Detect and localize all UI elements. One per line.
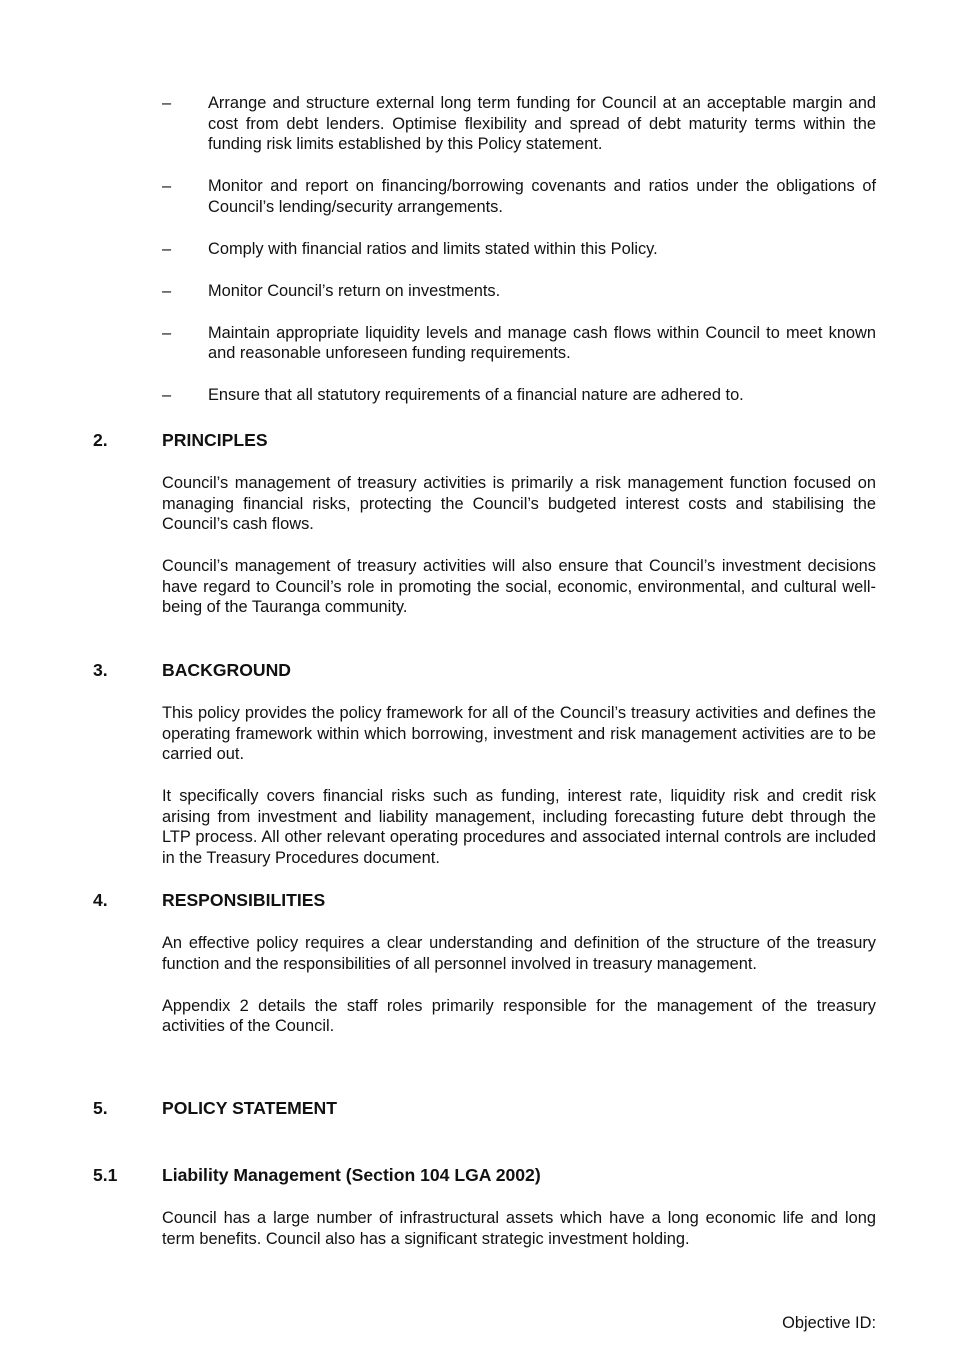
section-heading	[93, 429, 876, 451]
section-number: 5.1	[93, 1165, 118, 1185]
dash-icon: –	[162, 177, 172, 196]
dash-icon: –	[162, 386, 172, 405]
paragraph: Council’s management of treasury activities will also ensure that Council’s investment decisions have regard to Council’s role in promoting the social, economic, environmental, and cultural well-being of the Tauranga community.	[162, 557, 876, 617]
dash-icon: –	[162, 281, 172, 300]
section-number: 3.	[93, 660, 108, 680]
paragraph: Council’s management of treasury activities is primarily a risk management function focused on managing financial risks, protecting the Council’s budgeted interest costs and stabilising the Council’s cash flows.	[162, 474, 876, 534]
section-title: RESPONSIBILITIES	[162, 890, 326, 910]
section-principles	[93, 429, 876, 639]
section-title: PRINCIPLES	[162, 430, 268, 450]
section-number: 4.	[93, 890, 108, 910]
section-liability-management	[93, 1164, 876, 1271]
bullet-text: Monitor and report on financing/borrowing covenants and ratios under the obligations of Council’s lending/security arrangements.	[208, 177, 876, 216]
paragraph: An effective policy requires a clear understanding and definition of the structure of the treasury function and the responsibilities of all personnel involved in treasury management.	[162, 934, 876, 973]
bullet-text: Monitor Council’s return on investments.	[208, 281, 501, 300]
section-heading	[93, 889, 876, 911]
bullet-item	[162, 385, 876, 406]
bullet-item	[162, 281, 876, 302]
dash-icon: –	[162, 323, 172, 342]
paragraph: It specifically covers financial risks such as funding, interest rate, liquidity risk and credit risk arising from investment and liability management, including forecasting future debt through the LTP process. All other relevant operating procedures and associated internal controls are included in the Treasury Procedures document.	[162, 787, 876, 867]
section-title: Liability Management (Section 104 LGA 2002)	[162, 1165, 541, 1185]
bullet-item	[162, 176, 876, 217]
paragraph: Council has a large number of infrastructural assets which have a long economic life and long term benefits. Council also has a significant strategic investment holding.	[162, 1209, 876, 1248]
paragraph: Appendix 2 details the staff roles primarily responsible for the management of the treasury activities of the Council.	[162, 996, 876, 1036]
section-policy-statement	[93, 1097, 876, 1141]
bullet-text: Arrange and structure external long term funding for Council at an acceptable margin and cost from debt lenders. Optimise flexibility and spread of debt maturity terms within the funding risk limits established by this Policy statement.	[208, 94, 876, 154]
section-title: BACKGROUND	[162, 660, 292, 680]
objective-id-label: Objective ID:	[782, 1314, 876, 1332]
bullet-item	[162, 323, 876, 364]
responsibility-bullet-list	[162, 93, 876, 427]
dash-icon: –	[162, 94, 172, 112]
bullet-text: Maintain appropriate liquidity levels and manage cash flows within Council to meet known and reasonable unforeseen funding requirements.	[208, 323, 876, 363]
bullet-text: Ensure that all statutory requirements of a financial nature are adhered to.	[208, 386, 744, 405]
section-background	[93, 659, 876, 890]
bullet-item	[162, 93, 876, 155]
subsection-heading	[93, 1164, 876, 1186]
section-title: POLICY STATEMENT	[162, 1098, 337, 1118]
dash-icon: –	[162, 239, 172, 258]
section-responsibilities	[93, 889, 876, 1058]
section-heading	[93, 1097, 876, 1119]
section-heading	[93, 659, 876, 681]
section-number: 2.	[93, 430, 108, 450]
paragraph: This policy provides the policy framework for all of the Council’s treasury activities and defines the operating framework within which borrowing, investment and risk management activities are to be carried out.	[162, 704, 876, 764]
bullet-text: Comply with financial ratios and limits stated within this Policy.	[208, 239, 658, 258]
bullet-item	[162, 239, 876, 260]
section-number: 5.	[93, 1098, 108, 1118]
